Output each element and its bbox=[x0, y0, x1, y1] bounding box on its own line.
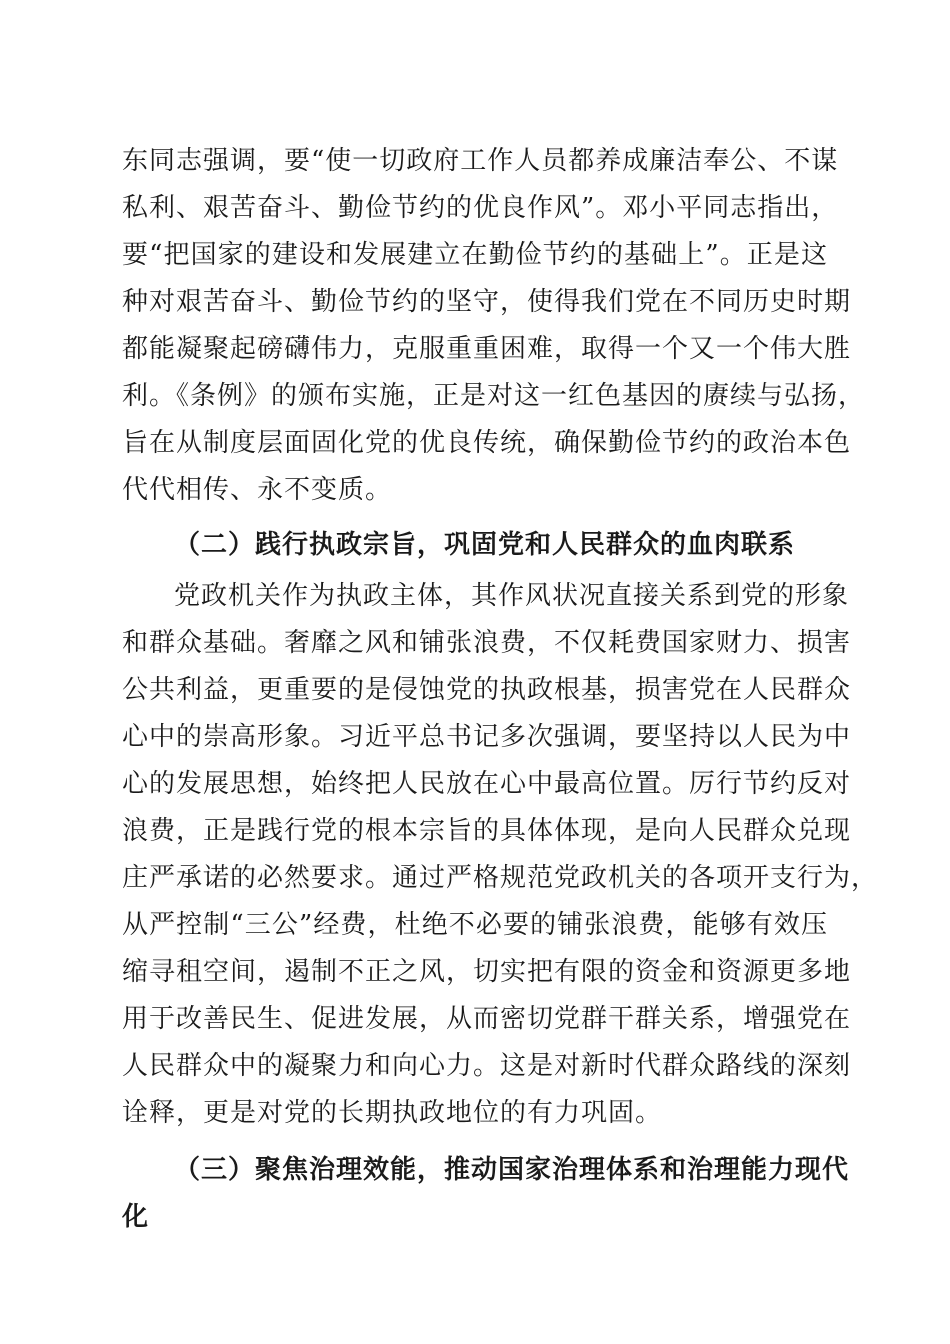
text-line: 诠释，更是对党的长期执政地位的有力巩固。 bbox=[122, 1098, 663, 1128]
text-line: 党政机关作为执政主体，其作风状况直接关系到党的形象 bbox=[174, 581, 850, 611]
paragraph bbox=[122, 573, 879, 1137]
document-body bbox=[122, 138, 879, 1241]
text-line: 从严控制“三公”经费，杜绝不必要的铺张浪费，能够有效压 bbox=[122, 910, 828, 940]
text-line: 公共利益，更重要的是侵蚀党的执政根基，损害党在人民群众 bbox=[122, 675, 852, 705]
text-line: 用于改善民生、促进发展，从而密切党群干群关系，增强党在 bbox=[122, 1004, 852, 1034]
section-heading: （二）践行执政宗旨，巩固党和人民群众的血肉联系 bbox=[174, 530, 796, 560]
text-line: 人民群众中的凝聚力和向心力。这是对新时代群众路线的深刻 bbox=[122, 1051, 852, 1081]
text-line: 缩寻租空间，遏制不正之风，切实把有限的资金和资源更多地 bbox=[122, 957, 852, 987]
text-line: 庄严承诺的必然要求。通过严格规范党政机关的各项开支行为， bbox=[122, 863, 879, 893]
text-line: 要“把国家的建设和发展建立在勤俭节约的基础上”。正是这 bbox=[122, 240, 828, 270]
text-line: 利。《条例》的颁布实施，正是对这一红色基因的赓续与弘扬， bbox=[122, 381, 866, 411]
heading-line: （三）聚焦治理效能，推动国家治理体系和治理能力现代 bbox=[174, 1155, 850, 1185]
text-line: 私利、艰苦奋斗、勤俭节约的优良作风”。邓小平同志指出， bbox=[122, 193, 839, 223]
heading-line: 化 bbox=[122, 1202, 150, 1232]
section-heading bbox=[122, 1147, 850, 1241]
text-line: 都能凝聚起磅礴伟力，克服重重困难，取得一个又一个伟大胜 bbox=[122, 334, 852, 364]
text-line: 旨在从制度层面固化党的优良传统，确保勤俭节约的政治本色 bbox=[122, 428, 852, 458]
text-line: 心中的崇高形象。习近平总书记多次强调，要坚持以人民为中 bbox=[122, 722, 852, 752]
text-line: 种对艰苦奋斗、勤俭节约的坚守，使得我们党在不同历史时期 bbox=[122, 287, 852, 317]
text-line: 东同志强调，要“使一切政府工作人员都养成廉洁奉公、不谋 bbox=[122, 146, 839, 176]
text-line: 心的发展思想，始终把人民放在心中最高位置。厉行节约反对 bbox=[122, 769, 852, 799]
text-line: 代代相传、永不变质。 bbox=[122, 475, 393, 505]
paragraph bbox=[122, 138, 866, 514]
text-line: 浪费，正是践行党的根本宗旨的具体体现，是向人民群众兑现 bbox=[122, 816, 852, 846]
text-line: 和群众基础。奢靡之风和铺张浪费，不仅耗费国家财力、损害 bbox=[122, 628, 852, 658]
